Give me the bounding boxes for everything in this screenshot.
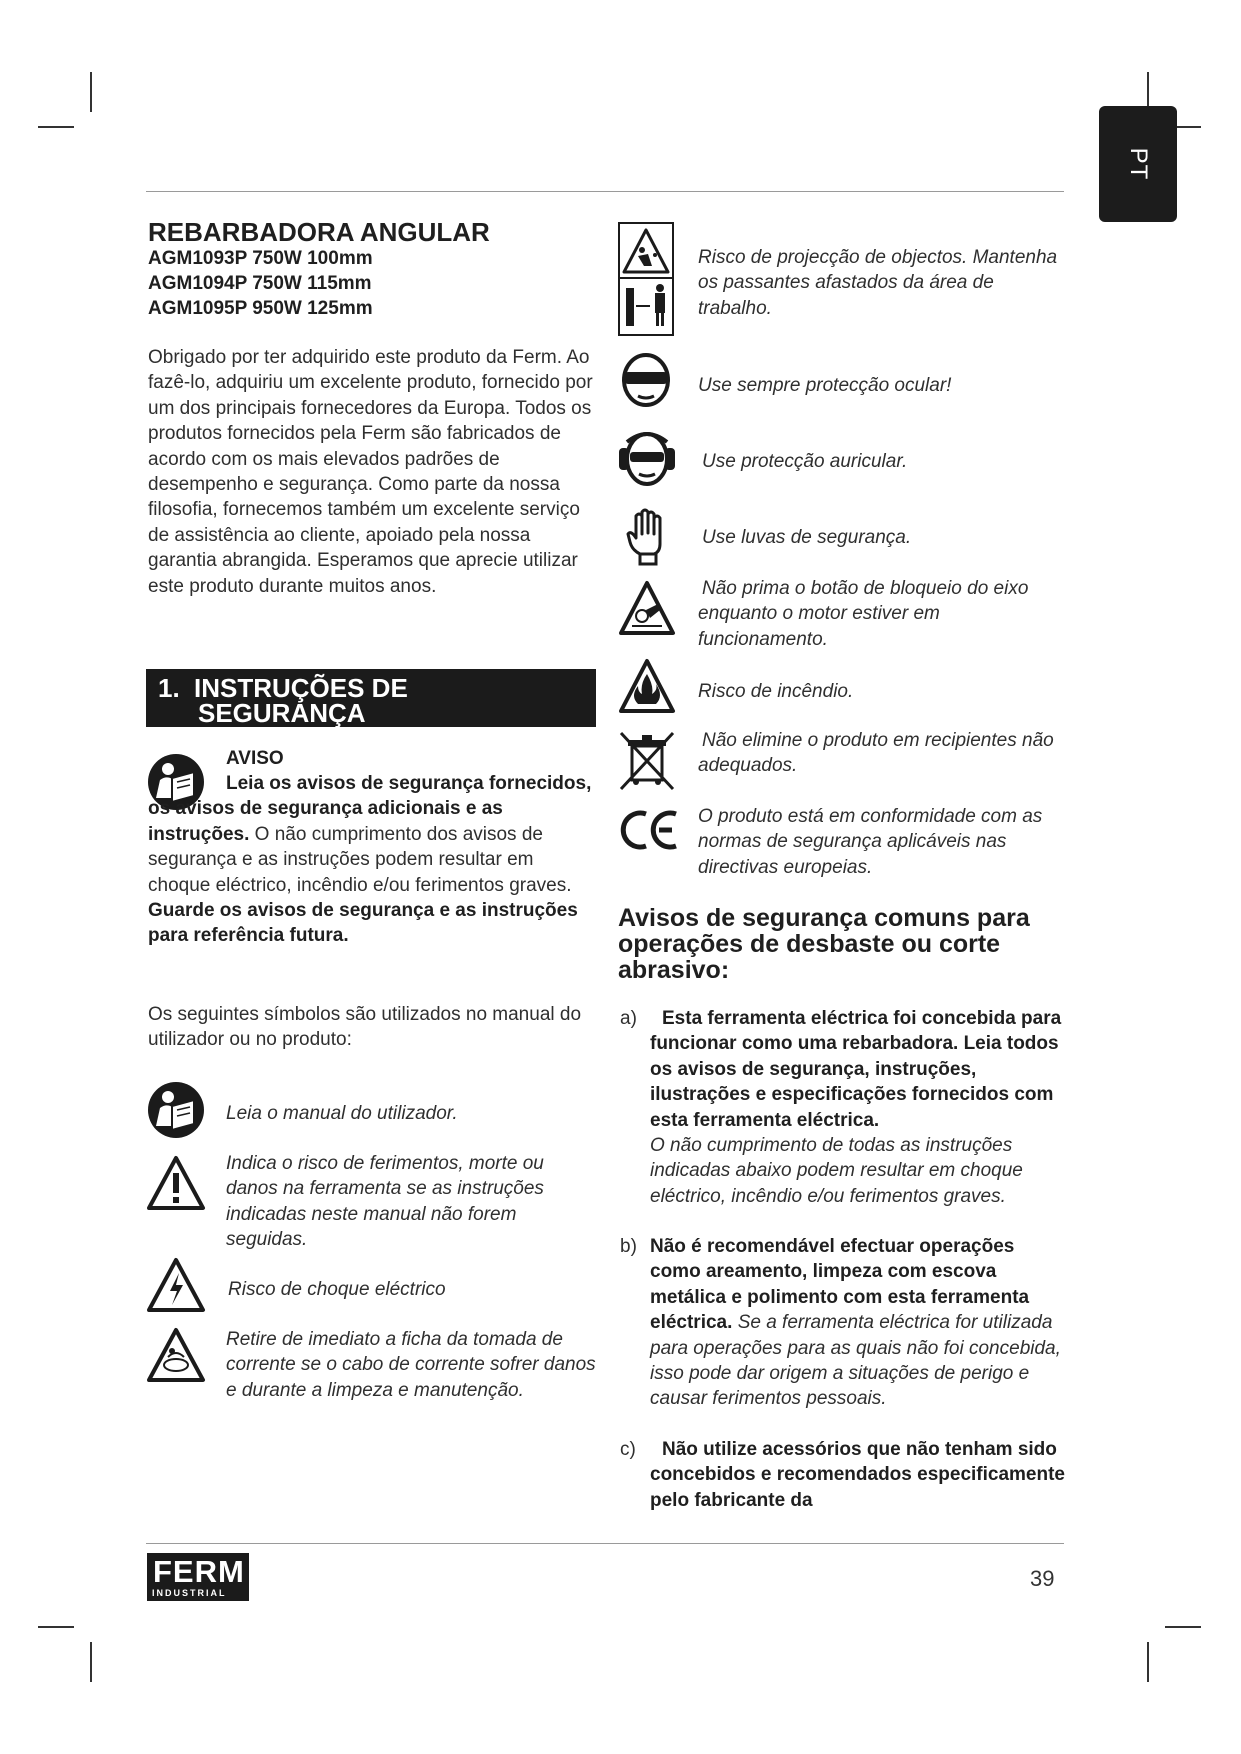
- crop-mark: [90, 72, 92, 112]
- crop-mark: [1147, 1642, 1149, 1682]
- symbols-intro: Os seguintes símbolos são utilizados no manual do utilizador ou no produto:: [148, 1004, 582, 1051]
- logo-main-text: FERM: [153, 1554, 245, 1589]
- subsection-heading: Avisos de segurança comuns para operações de desbaste ou corte abrasivo:: [618, 904, 1030, 984]
- language-tab: [1099, 106, 1177, 222]
- read-manual-icon: [146, 1080, 206, 1140]
- list-item-letter: c): [620, 1439, 636, 1460]
- symbol-description: Use protecção auricular.: [702, 451, 908, 472]
- eye-protection-icon: [620, 352, 672, 408]
- gloves-icon: [626, 506, 672, 566]
- model-line: AGM1095P 950W 125mm: [148, 298, 373, 319]
- symbol-description: Risco de projecção de objectos. Mantenha os passantes afastados da área de trabalho.: [698, 247, 1058, 319]
- top-divider: [146, 191, 1064, 192]
- list-item: [620, 1006, 1070, 1209]
- warning-text: O não cumprimento dos avisos de segurança e as instruções podem resultar em choque eléctrico, incêndio e/ou ferimentos graves.: [148, 823, 572, 896]
- symbol-description: Use sempre protecção ocular!: [698, 375, 952, 396]
- model-line: AGM1094P 750W 115mm: [148, 273, 372, 294]
- logo-sub-text: INDUSTRIAL: [152, 1588, 227, 1598]
- symbol-description: Risco de incêndio.: [698, 681, 854, 702]
- list-item-bold: Esta ferramenta eléctrica foi concebida para funcionar como uma rebarbadora. Leia todos os avisos de segurança, instruções, ilustrações e especificações fornecidos com esta ferramenta eléctrica.: [650, 1008, 1062, 1131]
- ferm-logo: [147, 1553, 249, 1601]
- page-title: REBARBADORA ANGULAR: [148, 217, 490, 247]
- symbol-description: O produto está em conformidade com as normas de segurança aplicáveis nas directivas europeias.: [698, 806, 1043, 878]
- warning-bold-text: Leia os avisos de segurança fornecidos, os avisos de segurança adicionais e as instruções.: [148, 773, 592, 845]
- electric-shock-icon: [146, 1257, 206, 1313]
- bottom-divider: [146, 1543, 1064, 1544]
- disposal-bin-icon: [618, 730, 676, 792]
- list-item-bold: Não é recomendável efectuar operações como areamento, limpeza com escova metálica e polimento com esta ferramenta eléctrica.: [650, 1236, 1030, 1334]
- language-code: PT: [1125, 147, 1152, 181]
- section-title-line2: SEGURANÇA: [198, 698, 366, 728]
- spindle-lock-icon: [618, 580, 676, 636]
- product-header: [148, 218, 596, 321]
- ce-mark-icon: [620, 808, 680, 852]
- section-title-line1: INSTRUÇÕES DE: [194, 673, 408, 703]
- section-heading: [146, 669, 596, 727]
- symbol-description: Indica o risco de ferimentos, morte ou danos na ferramenta se as instruções indicadas neste manual não forem seguidas.: [226, 1153, 544, 1251]
- list-item-letter: a): [620, 1008, 637, 1029]
- crop-mark: [38, 126, 74, 128]
- page-number: 39: [1030, 1566, 1055, 1591]
- crop-mark: [38, 1626, 74, 1628]
- fire-risk-icon: [618, 658, 676, 714]
- symbol-description: Use luvas de segurança.: [702, 527, 912, 548]
- symbol-description: Não elimine o produto em recipientes não adequados.: [698, 730, 1054, 777]
- symbol-description: Retire de imediato a ficha da tomada de corrente se o cabo de corrente sofrer danos e durante a limpeza e manutenção.: [226, 1329, 596, 1401]
- ear-protection-icon: [618, 428, 676, 488]
- section-number: 1.: [158, 673, 180, 703]
- crop-mark: [90, 1642, 92, 1682]
- list-item-italic: O não cumprimento de todas as instruções indicadas abaixo podem resultar em choque eléctrico, incêndio e/ou ferimentos graves.: [650, 1135, 1023, 1207]
- intro-paragraph: Obrigado por ter adquirido este produto da Ferm. Ao fazê-lo, adquiriu um excelente produto, fornecido por um dos principais fornecedores da Europa. Todos os produtos fornecidos pela Ferm são fabricados de acordo com os mais elevados padrões de desempenho e segurança. Como parte da nossa filosofia, fornecemos também um excelente serviço de assistência ao cliente, apoiado pela nossa garantia abrangida. Esperamos que aprecie utilizar este produto durante muitos anos.: [148, 347, 593, 597]
- warning-triangle-icon: [146, 1155, 206, 1211]
- symbol-description: Leia o manual do utilizador.: [226, 1103, 458, 1124]
- warning-label: AVISO: [226, 748, 284, 769]
- warning-paragraph: [148, 771, 596, 949]
- unplug-icon: [146, 1327, 206, 1383]
- list-item-letter: b): [620, 1236, 637, 1257]
- symbol-description: Não prima o botão de bloqueio do eixo enquanto o motor estiver em funcionamento.: [698, 578, 1029, 650]
- symbol-description: Risco de choque eléctrico: [228, 1279, 446, 1300]
- crop-mark: [1165, 1626, 1201, 1628]
- warning-bold-text-2: Guarde os avisos de segurança e as instruções para referência futura.: [148, 900, 578, 947]
- list-item-italic: Se a ferramenta eléctrica for utilizada para operações para as quais não foi concebida, isso pode dar origem a situações de perigo e causar ferimentos pessoais.: [650, 1312, 1061, 1410]
- model-line: AGM1093P 750W 100mm: [148, 248, 373, 269]
- list-item: [620, 1437, 1070, 1513]
- list-item: [620, 1234, 1070, 1412]
- list-item-bold: Não utilize acessórios que não tenham sido concebidos e recomendados especificamente pelo fabricante da: [650, 1439, 1065, 1511]
- projection-risk-icon: [618, 222, 674, 336]
